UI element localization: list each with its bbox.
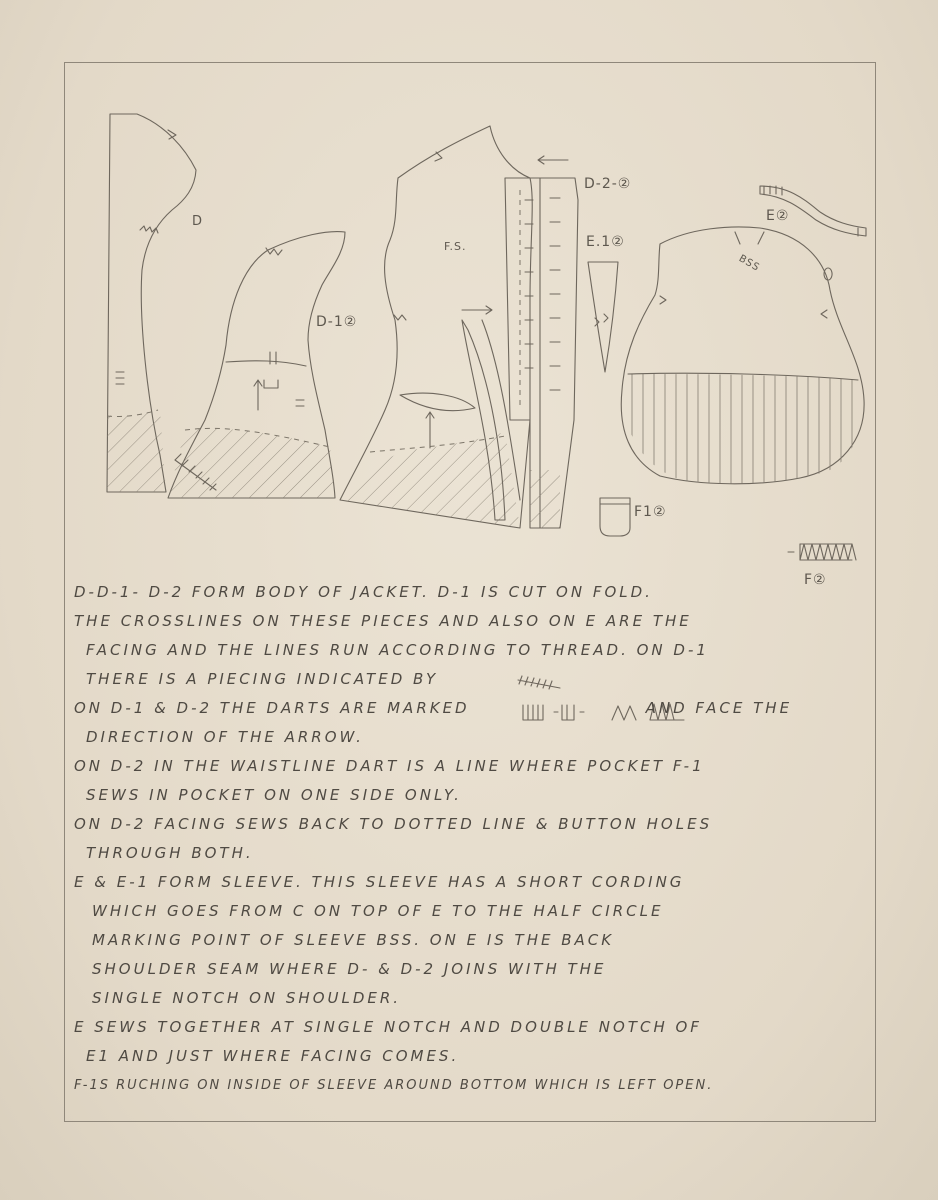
note-line-8: SEWS IN POCKET ON ONE SIDE ONLY.	[86, 786, 462, 804]
label-d2: D-2-②	[584, 176, 632, 192]
note-line-16: E SEWS TOGETHER AT SINGLE NOTCH AND DOUBLE NOTCH OF	[74, 1018, 702, 1036]
note-line-18: F-1S RUCHING ON INSIDE OF SLEEVE AROUND BOTTOM WHICH IS LEFT OPEN.	[74, 1078, 714, 1093]
pattern-piece-d2	[340, 126, 532, 528]
note-line-5-b: AND FACE THE	[645, 699, 793, 717]
note-line-13: MARKING POINT OF SLEEVE BSS. ON E IS THE BACK	[92, 931, 615, 949]
pattern-piece-e1	[588, 262, 618, 372]
note-line-1: D-D-1- D-2 FORM BODY OF JACKET. D-1 IS CUT ON FOLD.	[74, 583, 653, 601]
note-line-3: FACING AND THE LINES RUN ACCORDING TO THREAD. ON D-1	[86, 641, 709, 659]
label-e: E②	[766, 208, 790, 224]
label-f1: F1②	[634, 504, 667, 520]
note-line-9: ON D-2 FACING SEWS BACK TO DOTTED LINE & BUTTON HOLES	[74, 815, 713, 833]
note-line-12: WHICH GOES FROM C ON TOP OF E TO THE HALF CIRCLE	[92, 902, 664, 920]
label-d: D	[192, 214, 204, 229]
note-line-15: SINGLE NOTCH ON SHOULDER.	[92, 989, 402, 1007]
label-f: F②	[804, 572, 827, 588]
label-d1: D-1②	[316, 314, 358, 330]
label-bss: BSS	[736, 253, 762, 274]
note-line-2: THE CROSSLINES ON THESE PIECES AND ALSO ON E ARE THE	[74, 612, 692, 630]
ruching-f	[788, 544, 856, 560]
note-line-4: THERE IS A PIECING INDICATED BY	[86, 670, 439, 688]
pattern-piece-f1	[600, 498, 630, 536]
note-line-5-a: ON D-1 & D-2 THE DARTS ARE MARKED	[74, 699, 470, 717]
pattern-piece-d	[107, 114, 196, 492]
label-fs: F.S.	[444, 240, 467, 253]
note-line-11: E & E-1 FORM SLEEVE. THIS SLEEVE HAS A SHORT CORDING	[74, 873, 685, 891]
pattern-piece-d1	[168, 232, 345, 498]
note-line-7: ON D-2 IN THE WAISTLINE DART IS A LINE WHERE POCKET F-1	[74, 757, 705, 775]
label-e1: E.1②	[586, 234, 625, 250]
note-line-5	[74, 694, 864, 723]
note-line-14: SHOULDER SEAM WHERE D- & D-2 JOINS WITH THE	[92, 960, 607, 978]
note-line-17: E1 AND JUST WHERE FACING COMES.	[86, 1047, 460, 1065]
pattern-notes	[74, 578, 864, 1100]
note-line-6: DIRECTION OF THE ARROW.	[86, 728, 364, 746]
note-line-10: THROUGH BOTH.	[86, 844, 254, 862]
